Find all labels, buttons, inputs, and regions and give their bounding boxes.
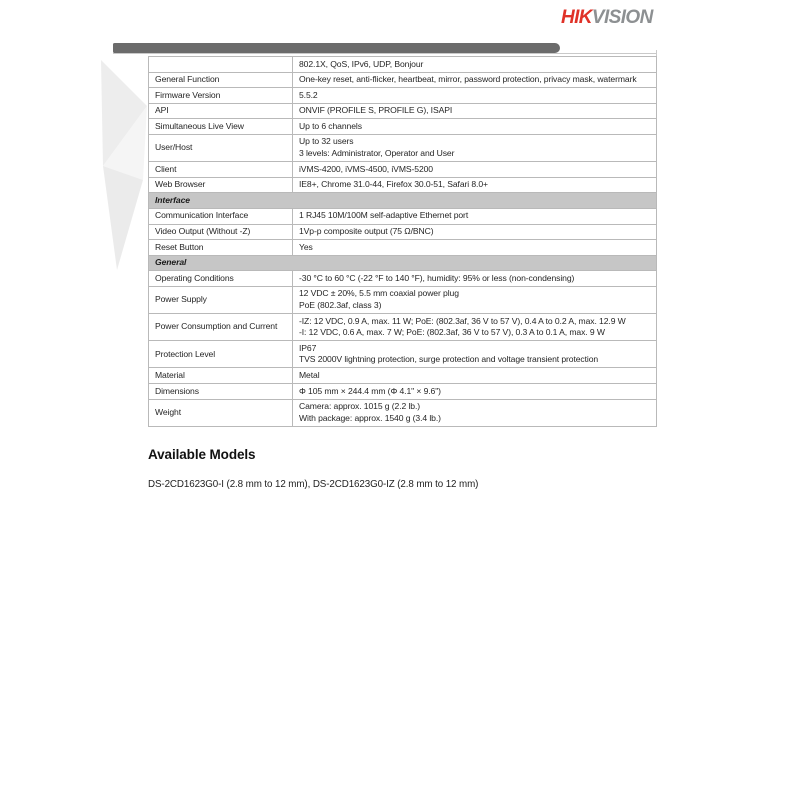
spec-row [149,177,657,193]
spec-label: Power Consumption and Current [149,314,293,341]
spec-label: Simultaneous Live View [149,119,293,135]
spec-row [149,119,657,135]
header-bar [113,43,560,53]
spec-label: User/Host [149,134,293,161]
spec-value-line: ONVIF (PROFILE S, PROFILE G), ISAPI [299,105,453,116]
spec-label: Dimensions [149,384,293,400]
spec-value [293,88,657,104]
section-label: General [149,255,657,271]
spec-row [149,162,657,178]
spec-table-grid [148,56,657,427]
spec-label [149,57,293,73]
spec-value [293,177,657,193]
spec-value-line: PoE (802.3af, class 3) [299,300,382,310]
spec-value-line: Yes [299,241,313,252]
spec-value-line: Φ 105 mm × 244.4 mm (Φ 4.1" × 9.6") [299,385,441,396]
spec-label: Weight [149,399,293,426]
hikvision-logo [561,7,653,29]
spec-value [293,103,657,119]
spec-row [149,72,657,88]
spec-value-line: TVS 2000V lightning protection, surge protection and voltage transient protection [299,354,599,365]
section-row [149,193,657,209]
spec-value [293,57,657,73]
spec-value [293,72,657,88]
spec-value-line: 3 levels: Administrator, Operator and User [299,148,455,159]
spec-row [149,286,657,313]
spec-value-line: Up to 32 users [299,136,354,147]
spec-value [293,341,657,368]
spec-label: Client [149,162,293,178]
header-rule [113,53,657,54]
spec-label: Video Output (Without -Z) [149,224,293,240]
spec-value-line: IP67 [299,342,317,353]
spec-label: Protection Level [149,341,293,368]
spec-row [149,399,657,426]
spec-value [293,208,657,224]
spec-row [149,341,657,368]
spec-row [149,208,657,224]
spec-label: Reset Button [149,240,293,256]
spec-value [293,384,657,400]
spec-value [293,368,657,384]
spec-value [293,224,657,240]
spec-label: API [149,103,293,119]
spec-row [149,314,657,341]
spec-row [149,271,657,287]
spec-value [293,240,657,256]
spec-value-line: -30 °C to 60 °C (-22 °F to 140 °F), humidity: 95% or less (non-condensing) [299,272,575,283]
spec-value-line: Metal [299,369,320,380]
spec-value-line: iVMS-4200, iVMS-4500, iVMS-5200 [299,163,433,174]
spec-value-line: 802.1X, QoS, IPv6, UDP, Bonjour [299,58,424,69]
spec-row [149,224,657,240]
spec-value-line: One-key reset, anti-flicker, heartbeat, mirror, password protection, privacy mask, watermark [299,74,637,85]
spec-value [293,134,657,161]
spec-label: Communication Interface [149,208,293,224]
spec-value [293,399,657,426]
spec-table-body [149,57,657,427]
available-models-text: DS-2CD1623G0-I (2.8 mm to 12 mm), DS-2CD1623G0-IZ (2.8 mm to 12 mm) [148,479,479,490]
spec-label: Operating Conditions [149,271,293,287]
spec-label: General Function [149,72,293,88]
spec-label: Material [149,368,293,384]
spec-label: Firmware Version [149,88,293,104]
spec-value-line: -I: 12 VDC, 0.6 A, max. 7 W; PoE: (802.3af, 36 V to 57 V), 0.3 A to 0.1 A, max. 9 W [299,327,605,338]
spec-row [149,240,657,256]
spec-value [293,286,657,313]
section-label: Interface [149,193,657,209]
spec-value-line: 12 VDC ± 20%, 5.5 mm coaxial power plug [299,288,459,299]
spec-value-line: IE8+, Chrome 31.0-44, Firefox 30.0-51, Safari 8.0+ [299,179,488,190]
spec-value [293,271,657,287]
spec-row [149,384,657,400]
spec-value [293,162,657,178]
spec-row [149,57,657,73]
spec-value [293,119,657,135]
spec-row [149,368,657,384]
available-models-heading: Available Models [148,447,256,462]
spec-value-line: With package: approx. 1540 g (3.4 lb.) [299,412,441,423]
spec-row [149,103,657,119]
spec-value-line: Camera: approx. 1015 g (2.2 lb.) [299,401,420,412]
logo-vision-text: VISION [591,7,653,28]
spec-label: Power Supply [149,286,293,313]
spec-value-line: 1Vp-p composite output (75 Ω/BNC) [299,226,434,237]
section-row [149,255,657,271]
watermark-graphic [101,58,153,273]
logo-hik-text: HIK [561,7,592,28]
spec-label: Web Browser [149,177,293,193]
spec-value [293,314,657,341]
spec-value-line: 5.5.2 [299,89,318,100]
spec-value-line: -IZ: 12 VDC, 0.9 A, max. 11 W; PoE: (802.3af, 36 V to 57 V), 0.4 A to 0.2 A, max. 12.9 W [299,315,626,326]
spec-value-line: Up to 6 channels [299,120,362,131]
spec-value-line: 1 RJ45 10M/100M self-adaptive Ethernet port [299,210,469,221]
spec-row [149,134,657,161]
spec-table [148,56,657,427]
spec-row [149,88,657,104]
